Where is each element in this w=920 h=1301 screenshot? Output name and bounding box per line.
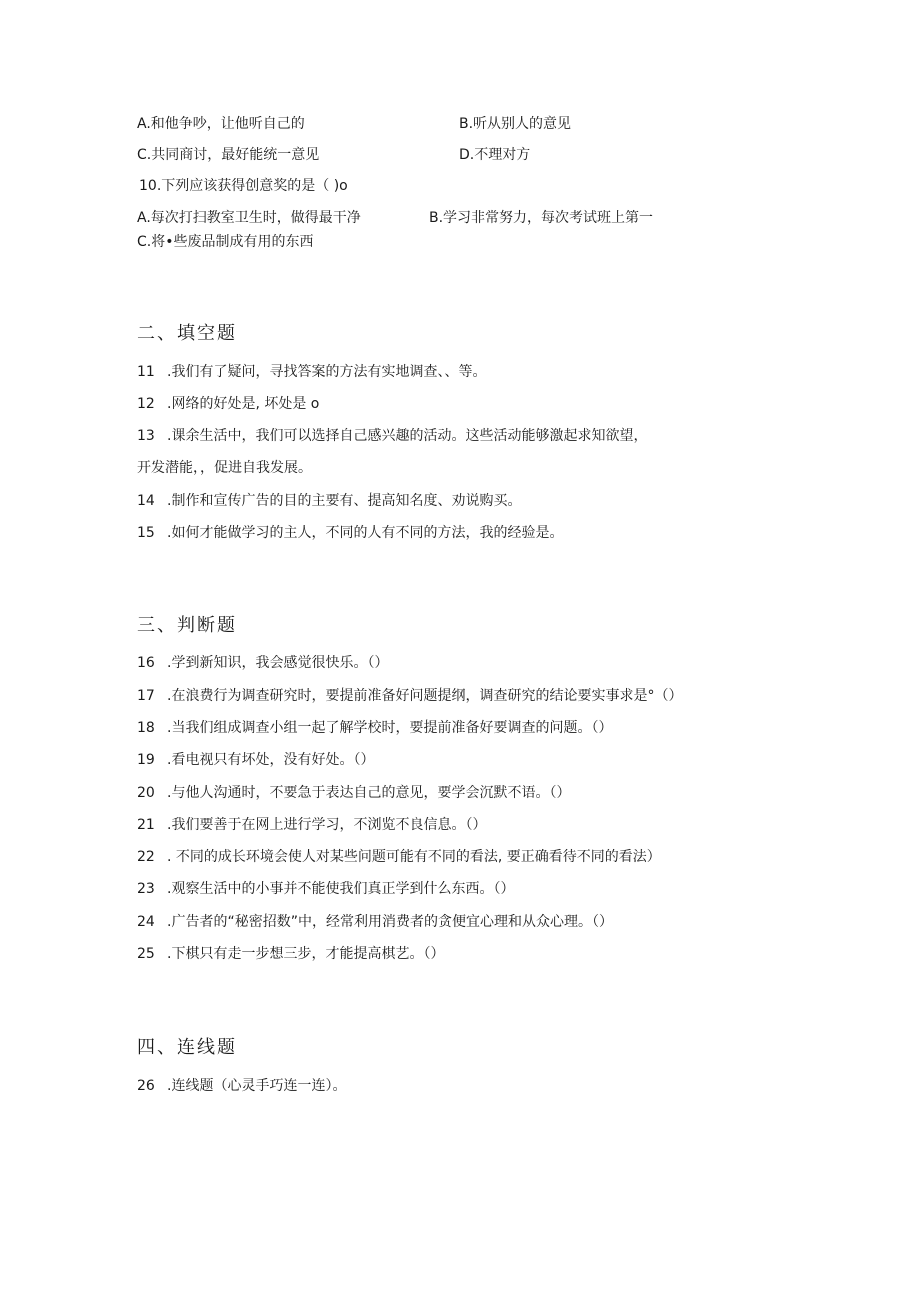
question-text: .课余生活中，我们可以选择自己感兴趣的活动。这些活动能够激起求知欲望， bbox=[167, 428, 648, 444]
q10-option-b: B.学习非常努力，每次考试班上第一 bbox=[429, 210, 654, 226]
question-text: .在浪费行为调查研究时，要提前准备好问题提纲，调查研究的结论要实事求是°（） bbox=[167, 688, 683, 704]
q9-option-c: C.共同商讨，最好能统一意见 bbox=[137, 147, 320, 163]
section4-title: 四、连线题 bbox=[137, 1037, 237, 1058]
question-19 bbox=[137, 751, 374, 769]
question-number: 11 bbox=[137, 364, 155, 380]
question-17 bbox=[137, 687, 682, 705]
question-number: 24 bbox=[137, 914, 155, 930]
question-number: 12 bbox=[137, 396, 155, 412]
question-16 bbox=[137, 654, 388, 672]
question-number: 15 bbox=[137, 525, 155, 541]
question-text: .如何才能做学习的主人，不同的人有不同的方法，我的经验是。 bbox=[167, 525, 564, 541]
q9-option-a: A.和他争吵，让他听自己的 bbox=[137, 116, 305, 132]
question-text: . 不同的成长环境会使人对某些问题可能有不同的看法, 要正确看待不同的看法） bbox=[167, 849, 661, 865]
question-number: 14 bbox=[137, 493, 155, 509]
question-number: 18 bbox=[137, 720, 155, 736]
question-13-continuation: 开发潜能，，促进自我发展。 bbox=[137, 460, 312, 476]
question-14 bbox=[137, 492, 521, 510]
question-23 bbox=[137, 880, 514, 898]
question-text: .我们要善于在网上进行学习，不浏览不良信息。（） bbox=[167, 817, 487, 833]
section2-title: 二、填空题 bbox=[137, 323, 237, 344]
question-text: .制作和宣传广告的目的主要有、提高知名度、劝说购买。 bbox=[167, 493, 522, 509]
question-21 bbox=[137, 816, 486, 834]
q10-stem: 10.下列应该获得创意奖的是（ )o bbox=[139, 178, 348, 194]
q9-option-b: B.听从别人的意见 bbox=[459, 116, 572, 132]
question-text: .观察生活中的小事并不能使我们真正学到什么东西。（） bbox=[167, 881, 515, 897]
question-12 bbox=[137, 395, 319, 413]
question-26 bbox=[137, 1077, 346, 1095]
question-24 bbox=[137, 913, 613, 931]
question-number: 20 bbox=[137, 785, 155, 801]
question-number: 13 bbox=[137, 428, 155, 444]
question-text: .学到新知识，我会感觉很快乐。（） bbox=[167, 655, 389, 671]
question-number: 17 bbox=[137, 688, 155, 704]
q10-option-a: A.每次打扫教室卫生时，做得最干净 bbox=[137, 210, 361, 226]
question-text: .广告者的“秘密招数”中，经常利用消费者的贪便宜心理和从众心理。（） bbox=[167, 914, 613, 930]
q10-option-c: C.将•些废品制成有用的东西 bbox=[137, 234, 314, 250]
question-number: 25 bbox=[137, 946, 155, 962]
question-text: .当我们组成调查小组一起了解学校时，要提前准备好要调查的问题。（） bbox=[167, 720, 613, 736]
question-number: 21 bbox=[137, 817, 155, 833]
question-number: 22 bbox=[137, 849, 155, 865]
question-text: .看电视只有坏处，没有好处。（） bbox=[167, 752, 375, 768]
question-number: 26 bbox=[137, 1078, 155, 1094]
question-15 bbox=[137, 524, 563, 542]
question-25 bbox=[137, 945, 444, 963]
q9-option-d: D.不理对方 bbox=[459, 147, 531, 163]
question-number: 19 bbox=[137, 752, 155, 768]
question-20 bbox=[137, 784, 570, 802]
question-text: .我们有了疑问，寻找答案的方法有实地调查、、等。 bbox=[167, 364, 487, 380]
question-11 bbox=[137, 363, 486, 381]
question-22 bbox=[137, 848, 661, 866]
question-text: .连线题（心灵手巧连一连）。 bbox=[167, 1078, 347, 1094]
question-text: .与他人沟通时，不要急于表达自己的意见，要学会沉默不语。（） bbox=[167, 785, 571, 801]
question-18 bbox=[137, 719, 612, 737]
section3-title: 三、判断题 bbox=[137, 615, 237, 636]
question-text: .网络的好处是, 坏处是 o bbox=[167, 396, 320, 412]
question-number: 23 bbox=[137, 881, 155, 897]
question-text: .下棋只有走一步想三步，才能提高棋艺。（） bbox=[167, 946, 445, 962]
question-number: 16 bbox=[137, 655, 155, 671]
question-13 bbox=[137, 427, 647, 445]
